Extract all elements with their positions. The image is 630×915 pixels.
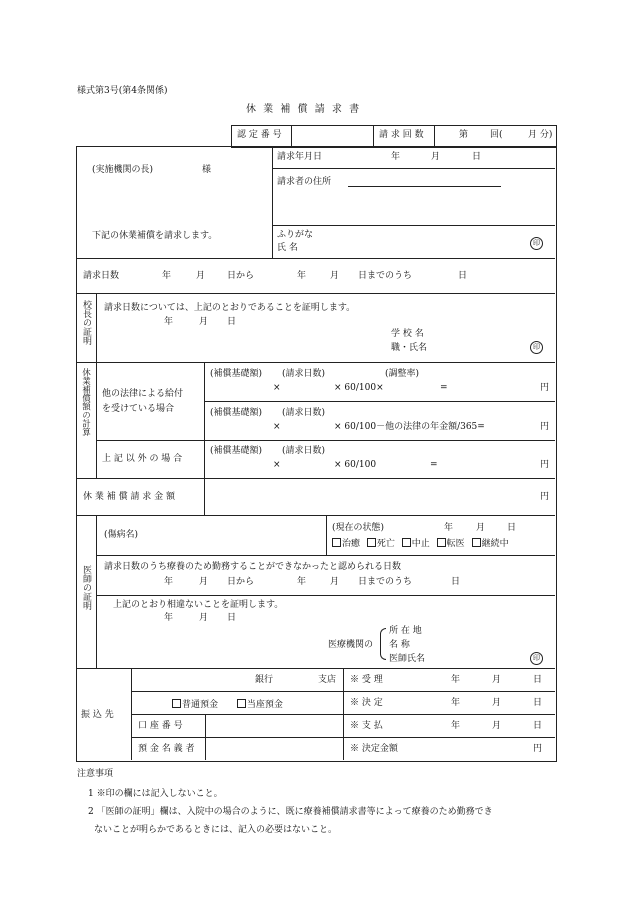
claim-until-text: 日までのうち	[358, 271, 413, 281]
other-case-label: 上 記 以 外 の 場 合	[102, 454, 183, 464]
equals-3: =	[430, 460, 438, 470]
other-law-label-1: 他の法律による給付	[102, 389, 184, 399]
decision-day: 日	[533, 698, 543, 708]
institution-name-label: 名 称	[389, 640, 410, 650]
status-option-continuing[interactable]: 継続中	[472, 539, 509, 549]
receipt-year: 年	[451, 675, 461, 685]
payment-day: 日	[533, 721, 543, 731]
doctor-name-label: 医師氏名	[389, 654, 426, 664]
claim-from-month: 月	[196, 271, 206, 281]
yen-2: 円	[540, 422, 550, 432]
request-date-label: 請求年月日	[277, 152, 323, 162]
transfer-side-label: 振 込 先	[81, 710, 114, 720]
institution-prefix: 医療機関の	[328, 640, 374, 650]
account-holder-label: 預 金 名 義 者	[138, 744, 195, 754]
other-law-label-2: を受けている場合	[102, 404, 175, 414]
unable-days-unit: 日	[451, 577, 461, 587]
total-yen: 円	[540, 492, 550, 502]
claim-to-year: 年	[297, 271, 307, 281]
doctor-day: 日	[227, 613, 237, 623]
status-option-stopped[interactable]: 中止	[402, 539, 430, 549]
status-options	[332, 538, 509, 549]
doctor-side-label: 医師の証明	[81, 565, 91, 610]
receipt-label: ※ 受 理	[350, 675, 383, 685]
base-amount-label-2: (補償基礎額)	[210, 408, 263, 418]
doctor-year: 年	[164, 613, 174, 623]
account-type-current[interactable]: 当座預金	[237, 700, 283, 710]
position-name-label: 職・氏名	[391, 343, 428, 353]
address-underline[interactable]	[348, 186, 501, 187]
request-days-label-1: (請求日数)	[282, 369, 326, 379]
account-type-options	[172, 699, 283, 710]
bun-text: 月 分)	[528, 130, 553, 140]
unable-from-month: 月	[199, 577, 209, 587]
doctor-month: 月	[199, 613, 209, 623]
disease-label: (傷病名)	[104, 530, 139, 540]
page-title: 休 業 補 償 請 求 書	[246, 104, 362, 115]
furigana-label: ふりがな	[277, 230, 314, 240]
claim-from-text: 日から	[227, 271, 255, 281]
principal-day: 日	[227, 317, 237, 327]
adjust-rate-label: (調整率)	[385, 369, 420, 379]
decided-amount-yen: 円	[533, 744, 543, 754]
doctor-seal-icon: 印	[530, 652, 543, 665]
brace-icon	[380, 628, 386, 660]
payment-year: 年	[451, 721, 461, 731]
account-holder-field[interactable]	[207, 739, 341, 758]
yen-1: 円	[540, 383, 550, 393]
unable-until-text: 日までのうち	[358, 577, 413, 587]
form-number: 様式第3号(第4条関係)	[77, 86, 168, 96]
claim-count-label: 請 求 回 数	[379, 130, 424, 140]
school-name-label: 学 校 名	[391, 329, 424, 339]
note-2: 2 「医師の証明」欄は、入院中の場合のように、既に療養補償請求書等によって療養のため勤務でき	[88, 807, 493, 817]
address-label: 請求者の住所	[277, 177, 332, 187]
bank-label: 銀行	[255, 675, 274, 685]
account-type-ordinary[interactable]: 普通預金	[172, 700, 218, 710]
kai-text: 回(	[490, 130, 503, 140]
location-label: 所 在 地	[389, 626, 422, 636]
yen-3: 円	[540, 460, 550, 470]
formula-3: × 60/100	[334, 460, 377, 470]
dai-text: 第	[459, 130, 469, 140]
request-days-label-2: (請求日数)	[282, 408, 326, 418]
status-label: (現在の状態)	[332, 523, 385, 533]
note-1: 1 ※印の欄には記入しないこと。	[88, 789, 223, 799]
notes-heading: 注意事項	[77, 769, 114, 779]
name-label: 氏 名	[277, 243, 298, 253]
receipt-month: 月	[492, 675, 502, 685]
institution-head: (実施機関の長)	[92, 165, 154, 175]
status-option-cured[interactable]: 治癒	[332, 539, 360, 549]
times-3: ×	[273, 460, 281, 470]
date-year: 年	[391, 152, 401, 162]
decision-year: 年	[451, 698, 461, 708]
payment-label: ※ 支 払	[350, 721, 383, 731]
unable-to-year: 年	[297, 577, 307, 587]
decided-amount-label: ※ 決定金額	[350, 744, 398, 754]
decision-month: 月	[492, 698, 502, 708]
cert-number-field[interactable]	[293, 127, 371, 144]
calc-side-label: 休業補償額の計算	[80, 368, 91, 436]
times-2: ×	[273, 422, 281, 432]
status-month: 月	[476, 523, 486, 533]
note-2-continued: ないことが明らかであるときには、記入の必要はないこと。	[94, 825, 338, 835]
payment-month: 月	[492, 721, 502, 731]
principal-side-label: 校長の証明	[81, 300, 91, 345]
account-number-label: 口 座 番 号	[138, 721, 183, 731]
times-1: ×	[273, 383, 281, 393]
claim-from-year: 年	[162, 271, 172, 281]
principal-month: 月	[199, 317, 209, 327]
branch-label: 支店	[318, 675, 337, 685]
unable-to-month: 月	[330, 577, 340, 587]
decision-label: ※ 決 定	[350, 698, 383, 708]
principal-year: 年	[164, 317, 174, 327]
formula-1: × 60/100×	[334, 383, 384, 393]
claim-to-month: 月	[330, 271, 340, 281]
principal-seal-icon: 印	[530, 341, 543, 354]
cert-number-label: 認 定 番 号	[237, 130, 282, 140]
request-days-label-3: (請求日数)	[282, 446, 326, 456]
status-day: 日	[507, 523, 517, 533]
formula-2: × 60/100－他の法律の年金額/365=	[334, 422, 485, 432]
unable-from-text: 日から	[227, 577, 255, 587]
total-label: 休 業 補 償 請 求 金 額	[83, 492, 176, 502]
claim-days-unit: 日	[458, 271, 468, 281]
receipt-day: 日	[533, 675, 543, 685]
status-option-transferred[interactable]: 転医	[437, 539, 465, 549]
doctor-certify-text: 上記のとおり相違ないことを証明します。	[113, 600, 284, 610]
status-year: 年	[444, 523, 454, 533]
base-amount-label-1: (補償基礎額)	[210, 369, 263, 379]
seal-icon: 印	[530, 237, 543, 250]
date-month: 月	[431, 152, 441, 162]
equals-1: =	[440, 383, 448, 393]
unable-days-text: 請求日数のうち療養のため勤務することができなかったと認められる日数	[104, 562, 402, 572]
date-day: 日	[472, 152, 482, 162]
unable-from-year: 年	[164, 577, 174, 587]
sama-text: 様	[202, 165, 212, 175]
base-amount-label-3: (補償基礎額)	[210, 446, 263, 456]
request-text: 下記の休業補償を請求します。	[92, 231, 218, 241]
principal-cert-text: 請求日数については、上記のとおりであることを証明します。	[104, 303, 356, 313]
claim-days-label: 請求日数	[83, 271, 120, 281]
status-option-died[interactable]: 死亡	[367, 539, 395, 549]
account-number-field[interactable]	[207, 716, 341, 735]
